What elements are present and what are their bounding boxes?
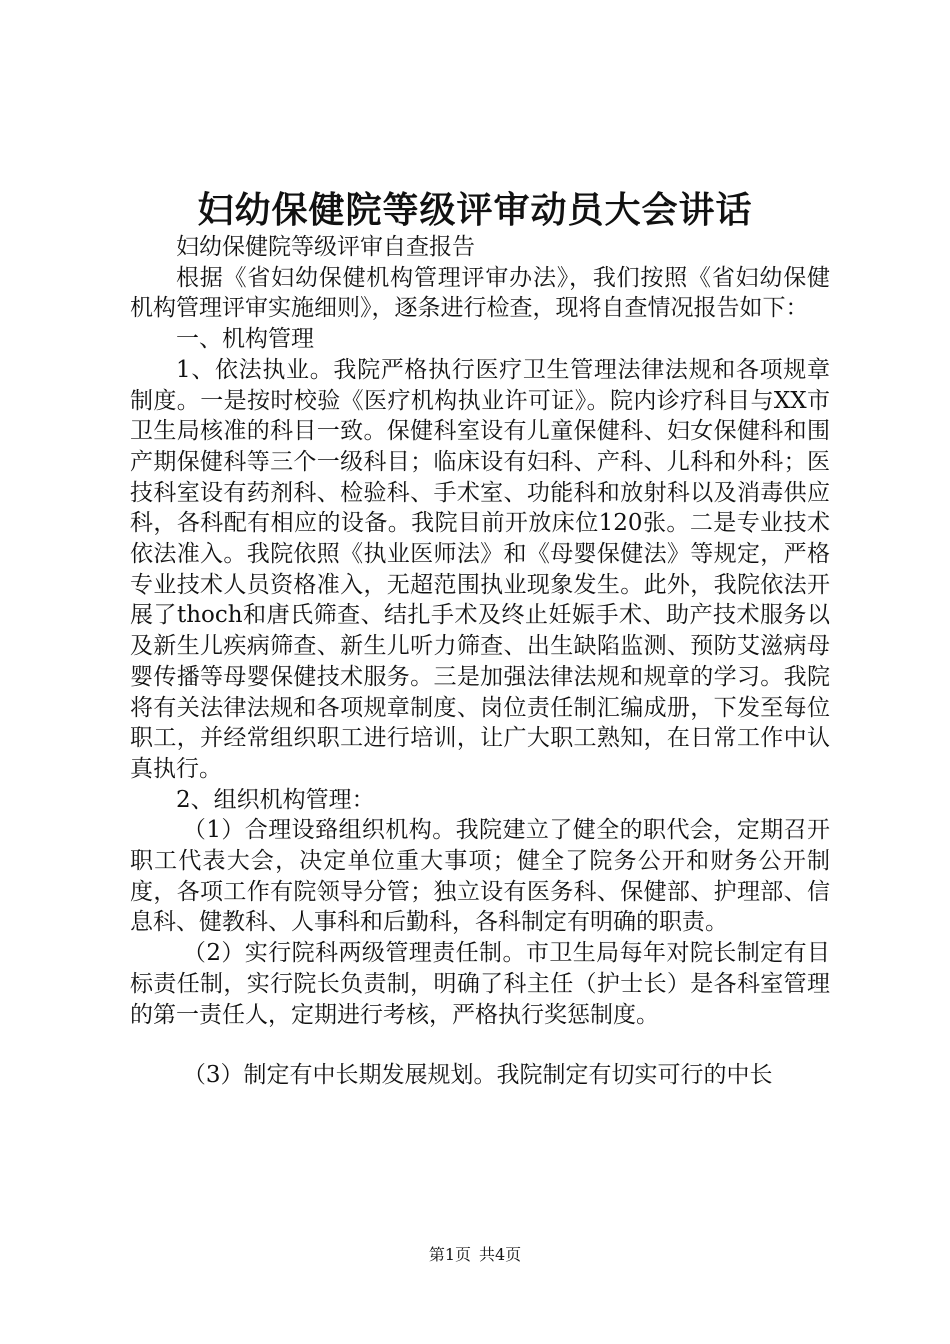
paragraph-item-1: （1）合理设臵组织机构。我院建立了健全的职代会，定期召开职工代表大会，决定单位重大事项；健全了院务公开和财务公开制度，各项工作有院领导分管；独立设有医务科、保健部、护理部、信息科、健教科、人事科和后勤科，各科制定有明确的职责。 — [130, 817, 830, 936]
document-body — [130, 232, 830, 1091]
page-total: 共4页 — [479, 1245, 522, 1264]
intro-paragraph: 根据《省妇幼保健机构管理评审办法》，我们按照《省妇幼保健机构管理评审实施细则》，逐条进行检查，现将自查情况报告如下： — [130, 264, 830, 322]
section-heading-organization: 一、机构管理 — [176, 326, 314, 353]
paragraph-item-2: （2）实行院科两级管理责任制。市卫生局每年对院长制定有目标责任制，实行院长负责制，明确了科主任（护士长）是各科室管理的第一责任人，定期进行考核，严格执行奖惩制度。 — [130, 940, 830, 1028]
page-number: 第1页 — [428, 1245, 471, 1264]
report-subtitle: 妇幼保健院等级评审自查报告 — [176, 234, 475, 260]
page-title: 妇幼保健院等级评审动员大会讲话 — [197, 189, 753, 231]
paragraph-item-3: （3）制定有中长期发展规划。我院制定有切实可行的中长 — [182, 1062, 773, 1089]
page-footer — [0, 1244, 950, 1266]
paragraph-lawful-practice: 1、依法执业。我院严格执行医疗卫生管理法律法规和各项规章制度。一是按时校验《医疗机构执业许可证》。院内诊疗科目与XX市卫生局核准的科目一致。保健科室设有儿童保健科、妇女保健科和围产期保健科等三个一级科目；临床设有妇科、产科、儿科和外科；医技科室设有药剂科、检验科、手术室、功能科和放射科以及消毒供应科，各科配有相应的设备。我院目前开放床位120张。二是专业技术依法准入。我院依照《执业医师法》和《母婴保健法》等规定，严格专业技术人员资格准入，无超范围执业现象发生。此外，我院依法开展了thoch和唐氏筛查、结扎手术及终止妊娠手术、助产技术服务以及新生儿疾病筛查、新生儿听力筛查、出生缺陷监测、预防艾滋病母婴传播等母婴保健技术服务。三是加强法律法规和规章的学习。我院将有关法律法规和各项规章制度、岗位责任制汇编成册，下发至每位职工，并经常组织职工进行培训，让广大职工熟知，在日常工作中认真执行。 — [130, 356, 830, 782]
subsection-heading-org-management: 2、组织机构管理： — [176, 786, 375, 813]
